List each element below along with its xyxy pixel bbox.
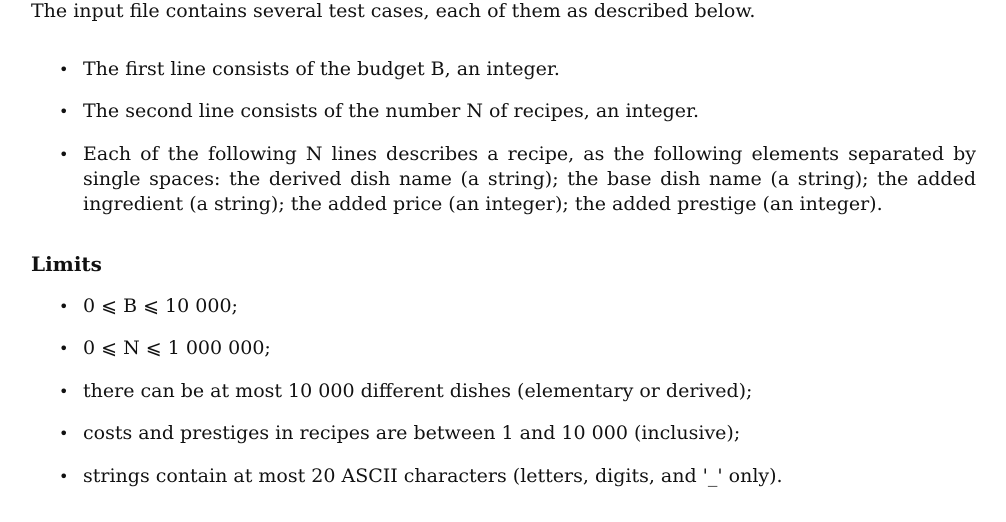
list-item [59, 336, 976, 361]
list-item-text: The first line consists of the budget B, an integer. [83, 58, 560, 80]
input-description-paragraph: The input file contains several test cases, each of them as described below. [31, 0, 756, 22]
limits-heading: Limits [31, 252, 102, 276]
list-item [59, 99, 976, 124]
list-item [59, 379, 976, 404]
list-item [59, 142, 976, 217]
list-item [59, 57, 976, 82]
list-item-text: there can be at most 10 000 different dishes (elementary or derived); [83, 380, 753, 402]
bullet-icon: • [59, 382, 69, 401]
bullet-icon: • [59, 339, 69, 358]
bullet-icon: • [59, 60, 69, 79]
list-item-text: 0 ⩽ N ⩽ 1 000 000; [83, 337, 271, 359]
list-item-text: The second line consists of the number N of recipes, an integer. [83, 100, 700, 122]
bullet-icon: • [59, 145, 69, 164]
bullet-icon: • [59, 102, 69, 121]
bullet-icon: • [59, 424, 69, 443]
list-item-text: 0 ⩽ B ⩽ 10 000; [83, 295, 238, 317]
bullet-icon: • [59, 297, 69, 316]
list-item [59, 294, 976, 319]
list-item-text: Each of the following N lines describes a recipe, as the following elements separated by single spaces: the derived dish name (a string); the base dish name (a string); the added ingredient (a string); the added price (an integer); the added prestige (an integer). [83, 143, 976, 215]
list-item [59, 464, 976, 489]
list-item-text: costs and prestiges in recipes are between 1 and 10 000 (inclusive); [83, 422, 741, 444]
list-item [59, 421, 976, 446]
bullet-icon: • [59, 467, 69, 486]
list-item-text: strings contain at most 20 ASCII characters (letters, digits, and '_' only). [83, 465, 783, 487]
